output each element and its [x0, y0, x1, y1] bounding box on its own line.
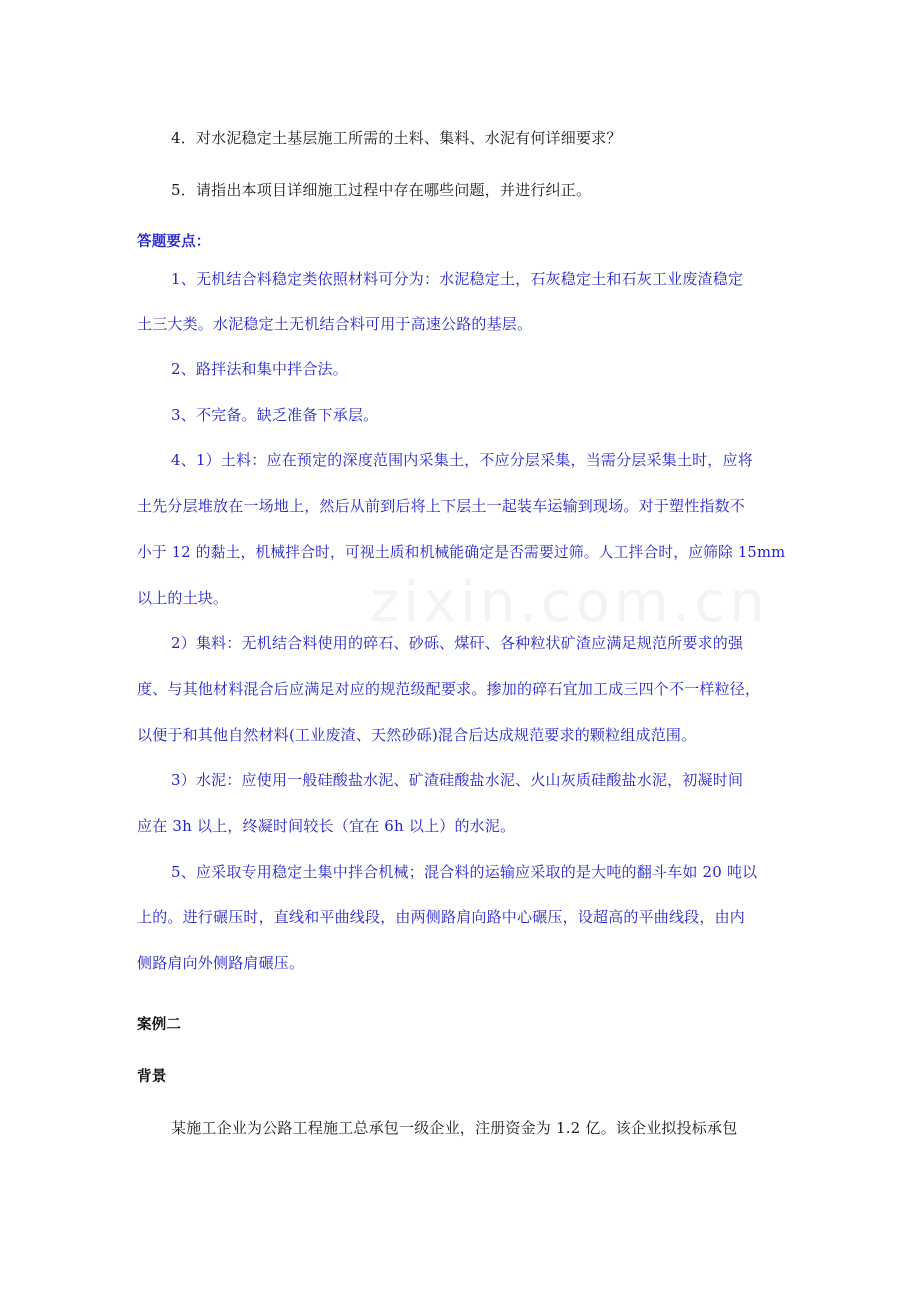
- background-heading: 背景: [137, 1068, 167, 1085]
- answer-line: 土三大类。水泥稳定土无机结合料可用于高速公路的基层。: [137, 315, 533, 333]
- answer-line: 上的。进行碾压时，直线和平曲线段，由两侧路肩向路中心碾压，设超高的平曲线段，由内: [137, 908, 746, 926]
- answer-line: 2）集料：无机结合料使用的碎石、砂砾、煤矸、各种粒状矿渣应满足规范所要求的强: [171, 634, 744, 652]
- answer-line: 5、应采取专用稳定土集中拌合机械；混合料的运输应采取的是大吨的翻斗车如 20 吨以: [171, 863, 758, 881]
- answer-line: 4、1）土料：应在预定的深度范围内采集土，不应分层采集，当需分层采集土时，应将: [171, 451, 753, 469]
- watermark: zixin.com.cn: [370, 570, 769, 635]
- answer-line: 3）水泥：应使用一般硅酸盐水泥、矿渣硅酸盐水泥、火山灰质硅酸盐水泥，初凝时间: [171, 771, 744, 789]
- case-title: 案例二: [137, 1016, 182, 1033]
- answer-line: 以上的土块。: [137, 589, 229, 607]
- answer-line: 小于 12 的黏土，机械拌合时，可视土质和机械能确定是否需要过筛。人工拌合时，应筛除 15mm: [137, 543, 786, 561]
- answer-line: 度、与其他材料混合后应满足对应的规范级配要求。掺加的碎石宜加工成三四个不一样粒径，: [137, 680, 761, 698]
- answer-line: 2、路拌法和集中拌合法。: [171, 360, 348, 378]
- answer-line: 侧路肩向外侧路肩碾压。: [137, 954, 305, 972]
- background-paragraph: 某施工企业为公路工程施工总承包一级企业，注册资金为 1.2 亿。该企业拟投标承包: [171, 1119, 738, 1137]
- answer-line: 以便于和其他自然材料(工业废渣、天然砂砾)混合后达成规范要求的颗粒组成范围。: [137, 726, 697, 744]
- question-5: 5．请指出本项目详细施工过程中存在哪些问题，并进行纠正。: [171, 181, 592, 199]
- answer-heading: 答题要点：: [137, 233, 211, 250]
- answer-line: 3、不完备。缺乏准备下承层。: [171, 406, 379, 424]
- answer-line: 应在 3h 以上，终凝时间较长（宜在 6h 以上）的水泥。: [137, 817, 516, 835]
- answer-line: 土先分层堆放在一场地上，然后从前到后将上下层土一起装车运输到现场。对于塑性指数不: [137, 497, 746, 515]
- question-4: 4．对水泥稳定土基层施工所需的土料、集料、水泥有何详细要求？: [171, 129, 622, 147]
- answer-line: 1、无机结合料稳定类依照材料可分为：水泥稳定土，石灰稳定土和石灰工业废渣稳定: [171, 270, 744, 288]
